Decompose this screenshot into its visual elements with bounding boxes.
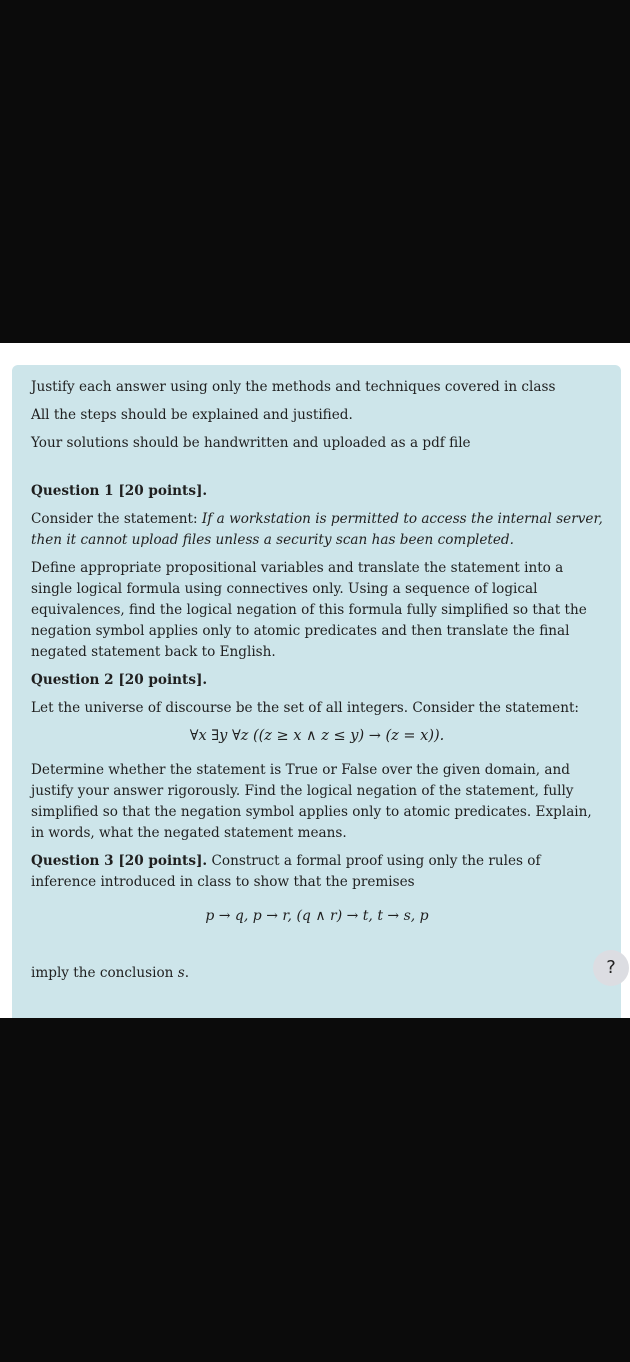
assignment-card	[12, 365, 621, 1018]
question-2-heading: Question 2 [20 points].	[31, 672, 208, 688]
question-2-formula: ∀x ∃y ∀z ((z ≥ x ∧ z ≤ y) → (z = x)).	[189, 728, 445, 744]
conclusion-end: .	[184, 965, 190, 981]
instruction-line-1: Justify each answer using only the methods and techniques covered in class	[31, 379, 556, 395]
question-3-premises: p → q, p → r, (q ∧ r) → t, t → s, p	[205, 908, 429, 924]
question-3-text	[31, 851, 603, 893]
conclusion-lead: imply the conclusion	[31, 965, 178, 981]
instruction-line-2: All the steps should be explained and justified.	[31, 407, 353, 423]
question-3-conclusion	[31, 963, 603, 984]
question-1-lead: Consider the statement:	[31, 511, 202, 527]
question-3-heading: Question 3 [20 points].	[31, 853, 208, 869]
instruction-line-3: Your solutions should be handwritten and uploaded as a pdf file	[31, 435, 471, 451]
top-black-region	[0, 0, 630, 343]
question-1-statement	[31, 509, 603, 551]
question-1-quoted-statement: If a workstation is permitted to access the internal server, then it cannot upload files unless a security scan has been completed.	[31, 511, 603, 548]
question-2-intro: Let the universe of discourse be the set of all integers. Consider the statement:	[31, 700, 579, 716]
question-1-task: Define appropriate propositional variables and translate the statement into a single logical formula using connectives only. Using a sequence of logical equivalences, find the logical negation of this formula fully simplified so that the negation symbol applies only to atomic predicates and then translate the final negated statement back to English.	[31, 560, 587, 660]
help-button[interactable]: ?	[593, 950, 629, 986]
question-2-task: Determine whether the statement is True or False over the given domain, and justify your answer rigorously. Find the logical negation of the statement, fully simplified so that the negation symbol applies only to atomic predicates. Explain, in words, what the negated statement means.	[31, 762, 592, 841]
question-1-heading: Question 1 [20 points].	[31, 483, 208, 499]
question-3-body: Construct a formal proof using only the rules of inference introduced in class to show that the premises	[31, 853, 541, 890]
bottom-black-region	[0, 1018, 630, 1362]
spacer	[31, 454, 603, 481]
conclusion-variable: s	[177, 965, 185, 981]
